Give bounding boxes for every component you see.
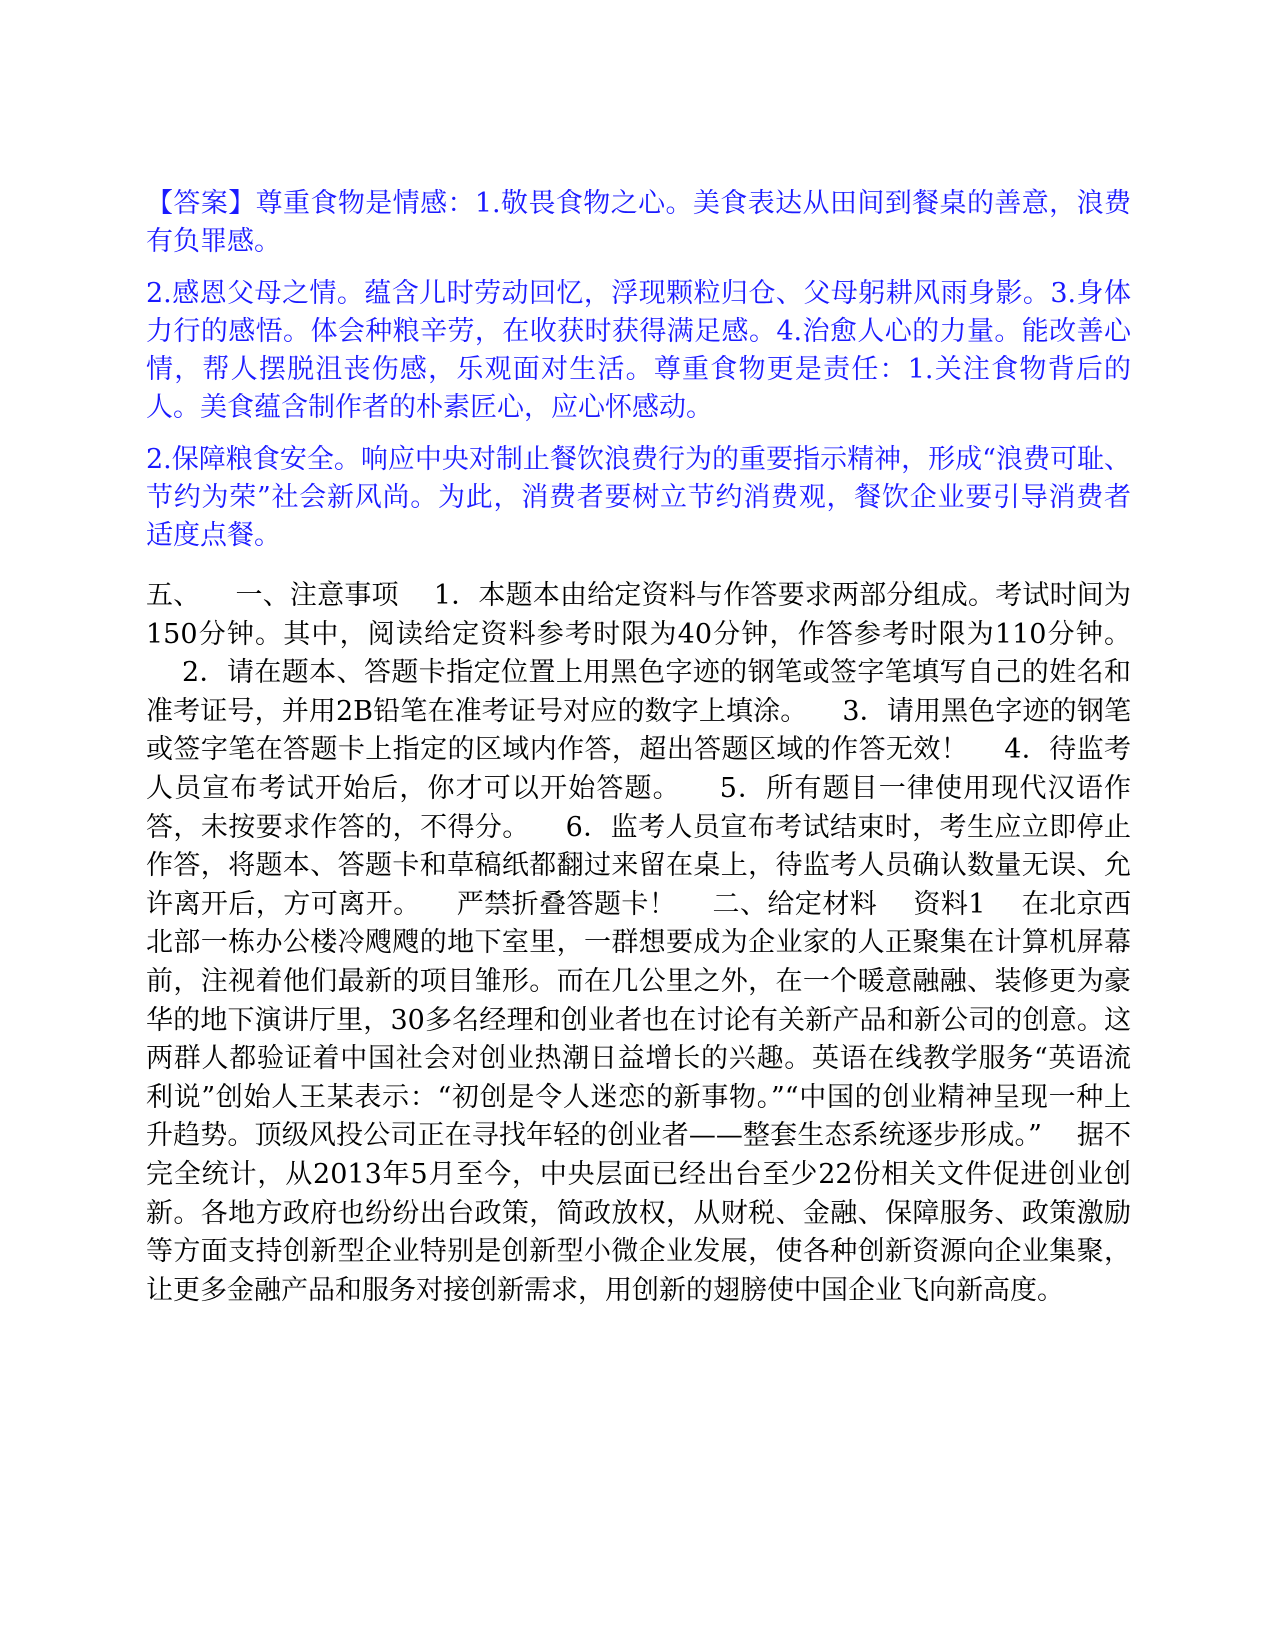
material-1-paragraph-1: 在北京西北部一栋办公楼冷飕飕的地下室里，一群想要成为企业家的人正聚集在计算机屏幕前，注视着他们最新的项目雏形。而在几公里之外，在一个暖意融融、装修更为豪华的地下演讲厅里，30多名经理和创业者也在讨论有关新产品和新公司的创意。这两群人都验证着中国社会对创业热潮日益增长的兴趣。英语在线教学服务“英语流利说”创始人王某表示：“初创是令人迷恋的新事物。”“中国的创业精神呈现一种上升趋势。顶级风投公司正在寻找年轻的创业者——整套生态系统逐步形成。” — [146, 888, 1132, 1152]
material-1-label: 资料1 — [913, 888, 986, 920]
notice-item-4: 4．待监考人员宣布考试开始后，你才可以开始答题。 — [146, 734, 1131, 804]
notice-item-5: 5．所有题目一律使用现代汉语作答，未按要求作答的，不得分。 — [146, 772, 1131, 843]
materials-heading: 二、给定材料 — [712, 888, 878, 920]
notice-heading: 一、注意事项 — [235, 580, 399, 611]
section-label: 五、 — [146, 580, 201, 611]
section-five-paragraph — [146, 577, 1131, 1310]
notice-item-3: 3．请用黑色字迹的钢笔或签字笔在答题卡上指定的区域内作答，超出答题区域的作答无效！ — [146, 695, 1131, 766]
notice-item-1: 1．本题本由给定资料与作答要求两部分组成。考试时间为150分钟。其中，阅读给定资料参考时限为40分钟，作答参考时限为110分钟。 — [146, 580, 1131, 650]
answer-paragraph-3: 2.保障粮食安全。响应中央对制止餐饮浪费行为的重要指示精神，形成“浪费可耻、节约为荣”社会新风尚。为此，消费者要树立节约消费观，餐饮企业要引导消费者适度点餐。 — [146, 444, 1131, 551]
notice-item-6: 6．监考人员宣布考试结束时，考生应立即停止作答，将题本、答题卡和草稿纸都翻过来留在桌上，待监考人员确认数量无误、允许离开后，方可离开。 — [146, 811, 1131, 920]
answer-paragraph-1: 【答案】尊重食物是情感：1.敬畏食物之心。美食表达从田间到餐桌的善意，浪费有负罪感。 — [146, 188, 1131, 257]
notice-item-2: 2．请在题本、答题卡指定位置上用黑色字迹的钢笔或签字笔填写自己的姓名和准考证号，并用2B铅笔在准考证号对应的数字上填涂。 — [146, 657, 1131, 727]
material-1-paragraph-2: 据不完全统计，从2013年5月至今，中央层面已经出台至少22份相关文件促进创业创新。各地方政府也纷纷出台政策，简政放权，从财税、金融、保障服务、政策激励等方面支持创新型企业特别是创新型小微企业发展，使各种创新资源向企业集聚，让更多金融产品和服务对接创新需求，用创新的翅膀使中国企业飞向新高度。 — [146, 1120, 1132, 1306]
notice-warning: 严禁折叠答题卡！ — [456, 888, 677, 920]
answer-paragraph-2: 2.感恩父母之情。蕴含儿时劳动回忆，浮现颗粒归仓、父母躬耕风雨身影。3.身体力行的感悟。体会种粮辛劳，在收获时获得满足感。4.治愈人心的力量。能改善心情，帮人摆脱沮丧伤感，乐观面对生活。尊重食物更是责任：1.关注食物背后的人。美食蕴含制作者的朴素匠心，应心怀感动。 — [146, 278, 1131, 423]
document-page — [146, 185, 1131, 1310]
